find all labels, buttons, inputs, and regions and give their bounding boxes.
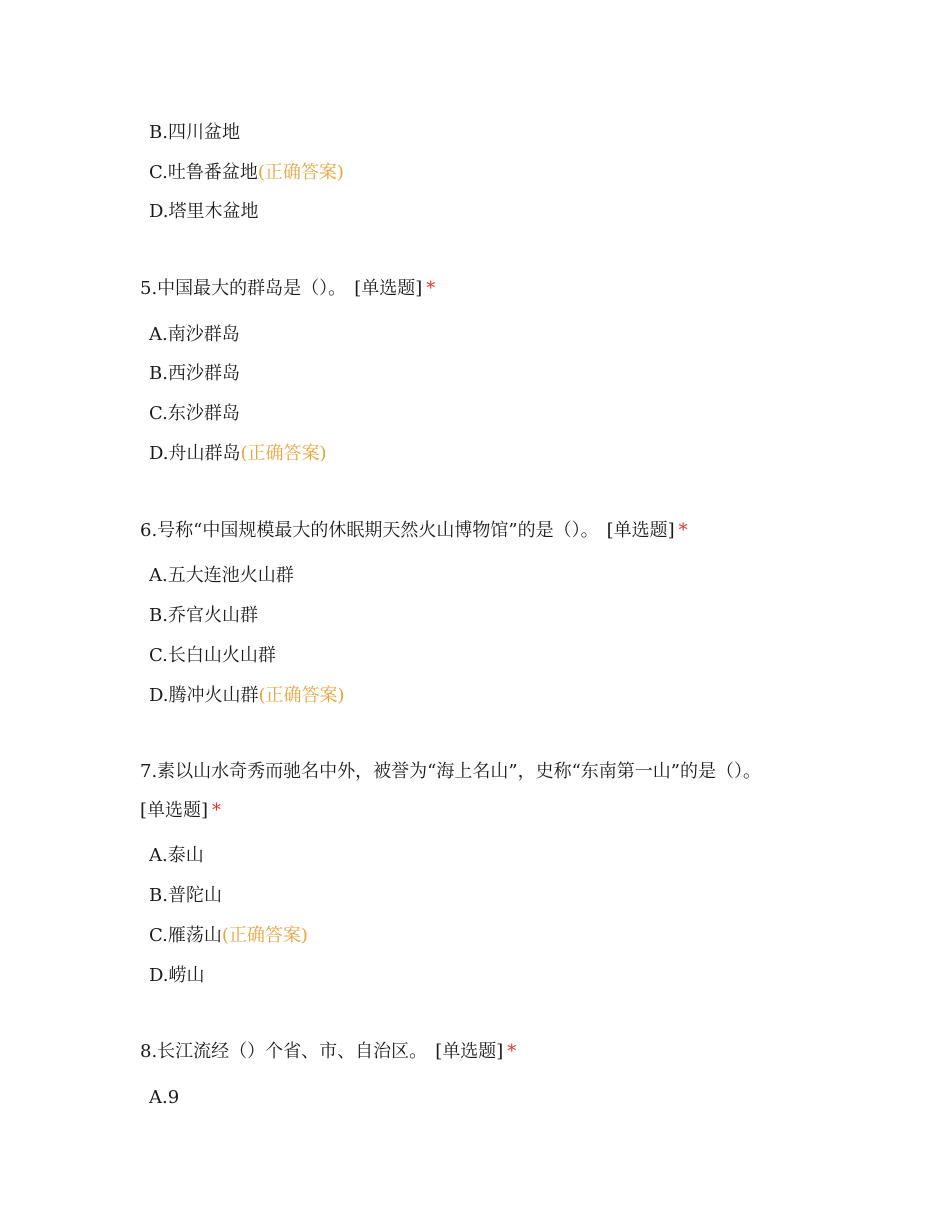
- option-label: D.塔里木盆地: [149, 201, 259, 222]
- option-c-turpan: [149, 164, 344, 182]
- question-text: 5.中国最大的群岛是（）。: [140, 278, 347, 299]
- option-label: B.四川盆地: [149, 122, 240, 143]
- option-label: A.五大连池火山群: [149, 565, 294, 586]
- required-mark: *: [426, 278, 436, 299]
- option-label: B.西沙群岛: [149, 363, 240, 384]
- option-label: C.雁荡山: [149, 925, 222, 946]
- question-7-title: [140, 763, 761, 781]
- correct-answer-note: (正确答案): [221, 925, 308, 946]
- option-label: D.崂山: [149, 965, 205, 986]
- option-label: C.长白山火山群: [149, 645, 276, 666]
- question-7-option-b: [149, 887, 222, 905]
- option-label: B.普陀山: [149, 885, 222, 906]
- option-label: A.南沙群岛: [149, 324, 240, 345]
- option-label: B.乔官火山群: [149, 605, 258, 626]
- option-label: C.东沙群岛: [149, 403, 240, 424]
- question-5-option-d: [149, 445, 327, 463]
- correct-answer-note: (正确答案): [257, 162, 344, 183]
- option-b-sichuan: [149, 124, 240, 142]
- question-6-option-b: [149, 607, 258, 625]
- question-5-option-c: [149, 405, 240, 423]
- correct-answer-note: (正确答案): [240, 443, 327, 464]
- question-7-option-a: [149, 847, 204, 865]
- question-7-option-c: [149, 927, 308, 945]
- correct-answer-note: (正确答案): [258, 685, 345, 706]
- question-text: 8.长江流经（）个省、市、自治区。: [140, 1041, 428, 1062]
- question-type: [单选题]: [606, 520, 675, 541]
- question-type: [单选题]: [354, 278, 423, 299]
- question-7-meta: [140, 802, 221, 820]
- question-7-option-d: [149, 967, 205, 985]
- question-5-title: [140, 280, 435, 298]
- question-type: [单选题]: [435, 1041, 504, 1062]
- question-text: 7.素以山水奇秀而驰名中外，被誉为“海上名山”，史称“东南第一山”的是（）。: [140, 761, 761, 782]
- question-8-title: [140, 1043, 516, 1061]
- option-label: A.泰山: [149, 845, 204, 866]
- required-mark: *: [507, 1041, 517, 1062]
- option-label: C.吐鲁番盆地: [149, 162, 258, 183]
- question-6-title: [140, 522, 688, 540]
- question-5-option-b: [149, 365, 240, 383]
- option-label: D.腾冲火山群: [149, 685, 259, 706]
- option-label: A.9: [149, 1087, 180, 1108]
- question-6-option-d: [149, 687, 345, 705]
- option-d-tarim: [149, 203, 259, 221]
- question-type: [单选题]: [140, 800, 209, 821]
- question-5-option-a: [149, 326, 240, 344]
- question-text: 6.号称“中国规模最大的休眠期天然火山博物馆”的是（）。: [140, 520, 599, 541]
- question-6-option-a: [149, 567, 294, 585]
- question-6-option-c: [149, 647, 276, 665]
- required-mark: *: [212, 800, 222, 821]
- option-label: D.舟山群岛: [149, 443, 241, 464]
- required-mark: *: [678, 520, 688, 541]
- question-8-option-a: [149, 1089, 179, 1107]
